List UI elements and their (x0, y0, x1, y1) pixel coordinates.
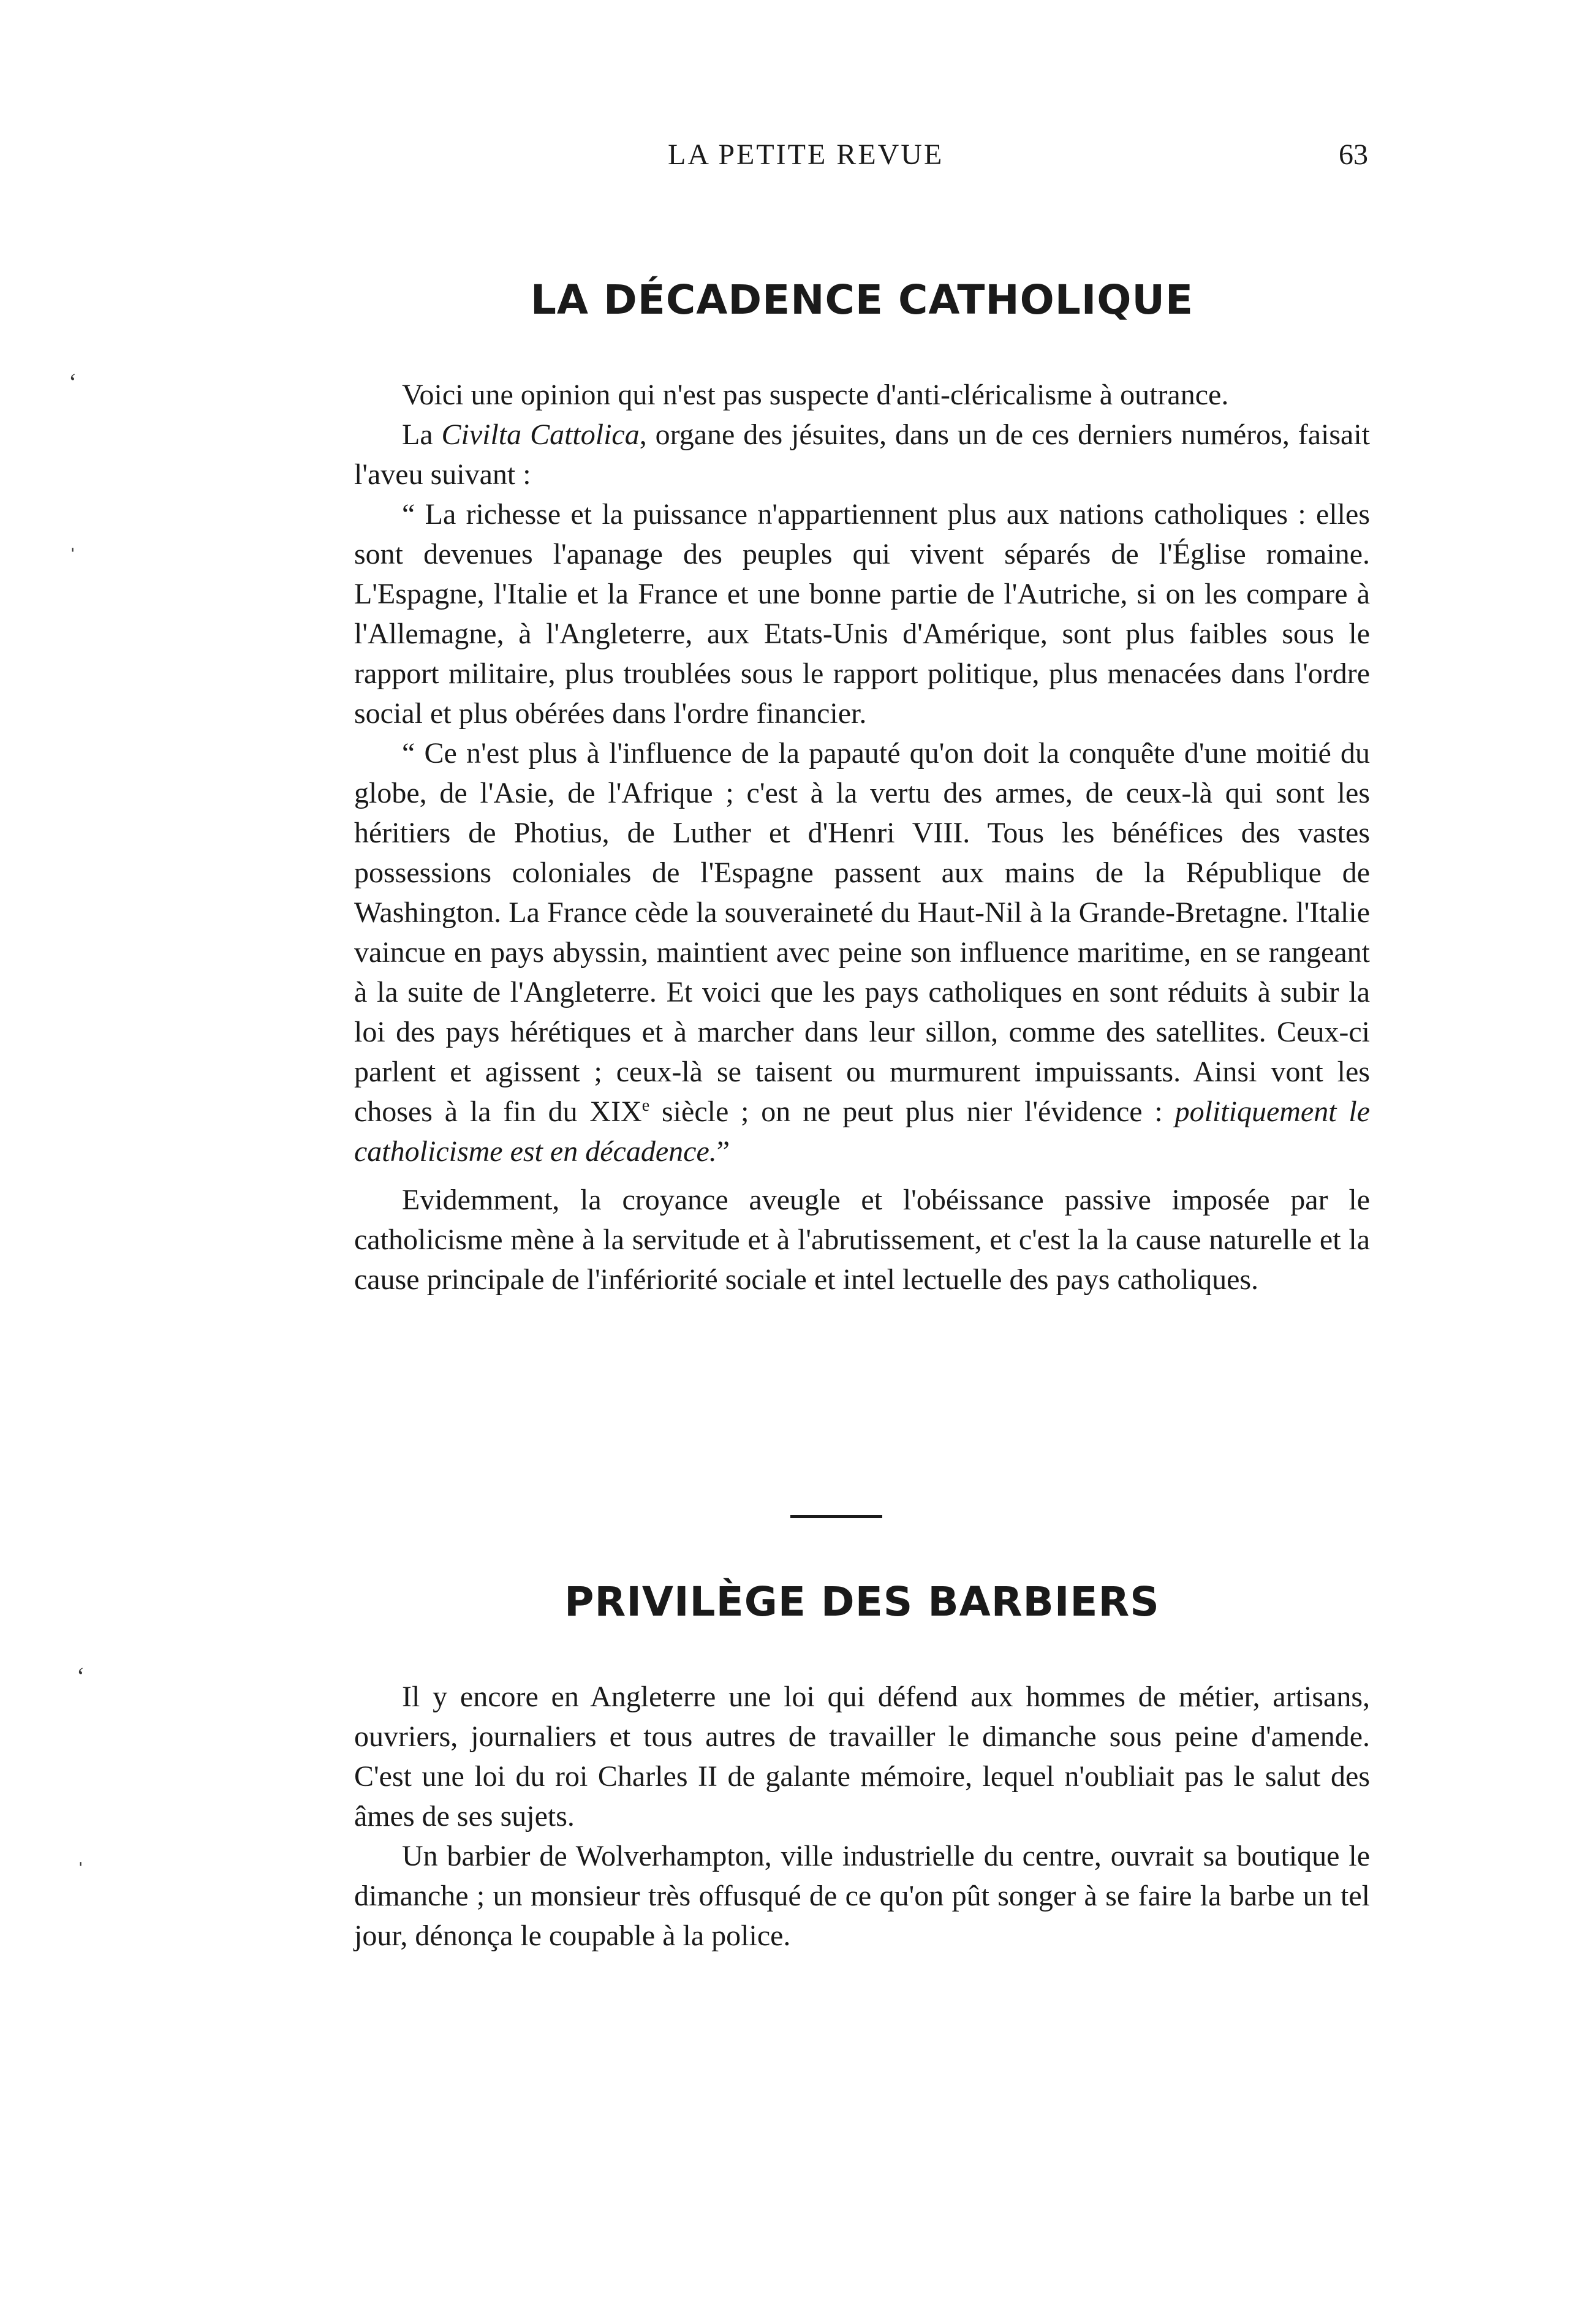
journal-title: Civilta Cattolica (441, 418, 640, 451)
text-run: “ Ce n'est plus à l'influence de la papauté qu'on doit la conquête d'une moitié du globe, de l'Asie, de l'Afrique ; c'est à la vertu des armes, de ceux-là qui sont les héritiers de Photius, de Luther et d'Henri VIII. Tous les bénéfices des vastes possessions coloniales de l'Espagne passent aux mains de la République de Washington. La France cède la souveraineté du Haut-Nil à la Grande-Bretagne. l'Italie vaincue en pays abyssin, maintient avec peine son influence maritime, en se rangeant à la suite de l'Angleterre. Et voici que les pays catholiques en sont réduits à subir la loi des pays hérétiques et à marcher dans leur sillon, comme des satellites. Ceux-ci parlent et agissent ; ceux-là se taisent ou murmurent impuissants. Ainsi vont les choses à la fin du XIX (354, 737, 1370, 1128)
running-title: LA PETITE REVUE (668, 138, 944, 171)
article-title: PRIVILÈGE DES BARBIERS (564, 1578, 1160, 1625)
margin-mark: ʻ (77, 1662, 85, 1690)
text-run: La (402, 418, 442, 451)
margin-mark: ˌ (77, 1839, 85, 1866)
emphasized-text: politiquement le catholicisme est en décadence. (354, 1095, 1371, 1168)
paragraph: Un barbier de Wolverhampton, ville industrielle du centre, ouvrait sa boutique le dimanche ; un monsieur très offusqué de ce qu'on pût songer à se faire la barbe un tel jour, dénonça le coupable à la police. (354, 1840, 1370, 1952)
margin-mark: ʻ (69, 368, 77, 396)
text-run: , organe des jésuites, dans un de ces derniers numéros, faisait l'aveu suivant : (354, 418, 1371, 491)
paragraph: “ La richesse et la puissance n'appartiennent plus aux nations catholiques : elles sont devenues l'apanage des peuples qui vivent séparés de l'Église romaine. L'Espagne, l'Italie et la France et une bonne partie de l'Autriche, si on les compare à l'Allemagne, à l'Angleterre, aux Etats-Unis d'Amérique, sont plus faibles sous le rapport militaire, plus troublées sous le rapport politique, plus menacées dans l'ordre social et plus obérées dans l'ordre financier. (354, 498, 1370, 730)
margin-mark: ˌ (69, 524, 77, 552)
page-number: 63 (1339, 138, 1368, 171)
text-run: ” (716, 1135, 730, 1168)
superscript: e (641, 1096, 650, 1115)
text-run: siècle ; on ne peut plus nier l'évidence : (649, 1095, 1175, 1128)
section-separator (790, 1515, 882, 1518)
article-title: LA DÉCADENCE CATHOLIQUE (530, 276, 1194, 323)
article-decadence-catholique (354, 276, 1370, 1299)
paragraph (354, 415, 1370, 494)
paragraph: Il y encore en Angleterre une loi qui défend aux hommes de métier, artisans, ouvriers, journaliers et tous autres de travailler le dimanche sous peine d'amende. C'est une loi du roi Charles II de galante mémoire, lequel n'oubliait pas le salut des âmes de ses sujets. (354, 1681, 1370, 1833)
paragraph: Evidemment, la croyance aveugle et l'obéissance passive imposée par le catholicisme mène à la servitude et à l'abrutissement, et c'est la la cause naturelle et la cause principale de l'infériorité sociale et intel lectuelle des pays catholiques. (354, 1184, 1370, 1296)
paragraph (354, 733, 1370, 1171)
paragraph: Voici une opinion qui n'est pas suspecte d'anti-cléricalisme à outrance. (402, 379, 1229, 411)
article-privilege-barbiers (354, 1578, 1370, 1956)
